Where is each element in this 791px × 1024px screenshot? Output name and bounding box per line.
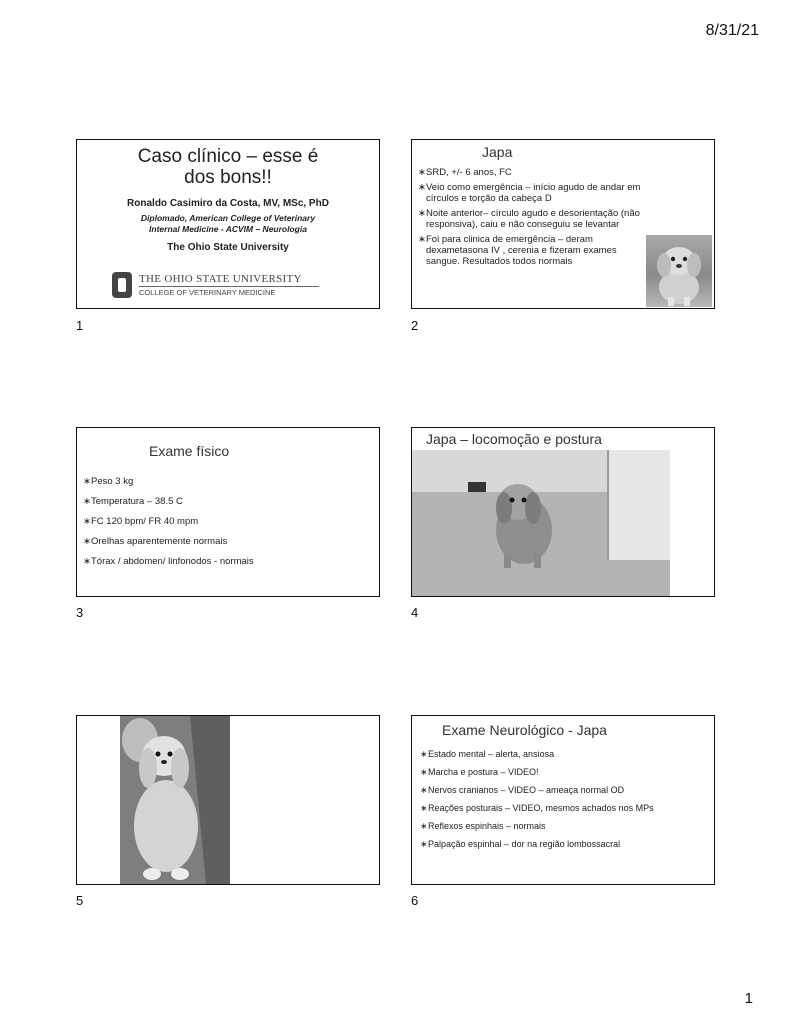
asterisk-bullet-icon: ∗ [420,821,428,831]
slide-6-title: Exame Neurológico - Japa [442,722,607,738]
asterisk-bullet-icon: ∗ [418,182,426,193]
slide-5-number: 5 [76,893,84,908]
ohio-state-logo [109,271,349,301]
slide-1-title-line2: dos bons!! [184,167,272,188]
logo-college-name: COLLEGE OF VETERINARY MEDICINE [139,288,276,297]
list-item: ∗ Nervos cranianos – VIDEO – ameaça normal OD [420,785,625,795]
list-item: ∗ Estado mental – alerta, ansiosa [420,749,555,759]
slide-1-credentials [77,213,379,235]
dog-held-illustration [120,716,230,884]
asterisk-bullet-icon: ∗ [420,803,428,813]
slide-6-number: 6 [411,893,419,908]
handout-date: 8/31/21 [705,22,759,39]
slide-2-title: Japa [482,144,513,160]
dog-held-photo [120,716,230,884]
block-o-icon [111,271,133,299]
slide-1-author: Ronaldo Casimiro da Costa, MV, MSc, PhD [127,198,329,209]
list-item: ∗ Noite anterior– círculo agudo e desorientação (não responsiva), caiu e não conseguiu se levantar [418,208,640,230]
slide-2-number: 2 [411,318,419,333]
asterisk-bullet-icon: ∗ [418,167,426,178]
asterisk-bullet-icon: ∗ [418,234,426,245]
list-item: ∗ Reações posturais – VIDEO, mesmos achados nos MPs [420,803,654,813]
asterisk-bullet-icon: ∗ [83,516,91,527]
slide-1-title [77,146,379,188]
list-item: ∗ Palpação espinhal – dor na região lombossacral [420,839,621,849]
list-item: ∗ Marcha e postura – VIDEO! [420,767,539,777]
asterisk-bullet-icon: ∗ [420,785,428,795]
list-item: ∗ Reflexos espinhais – normais [420,821,546,831]
logo-rule [139,286,319,287]
asterisk-bullet-icon: ∗ [83,536,91,547]
page-number: 1 [744,990,753,1007]
slide-3-number: 3 [76,605,84,620]
slide-2 [411,139,715,309]
list-item: ∗ Temperatura – 38.5 C [83,496,183,507]
slide-3 [76,427,380,597]
asterisk-bullet-icon: ∗ [420,749,428,759]
slide-5 [76,715,380,885]
slide-1-credential-line2: Internal Medicine - ACVIM – Neurologia [149,224,307,234]
list-item: ∗ Tórax / abdomen/ linfonodos - normais [83,556,254,567]
list-item: ∗ Orelhas aparentemente normais [83,536,228,547]
slide-4 [411,427,715,597]
asterisk-bullet-icon: ∗ [83,556,91,567]
list-item: ∗ Foi para clinica de emergência – deram dexametasona IV , cerenia e fizeram exames sangue. Resultados todos normais [418,234,617,267]
asterisk-bullet-icon: ∗ [83,476,91,487]
slide-1-title-line1: Caso clínico – esse é [137,146,319,167]
asterisk-bullet-icon: ∗ [420,767,428,777]
asterisk-bullet-icon: ∗ [418,208,426,219]
slide-6-bullet-list [420,749,682,857]
dog-photo [646,235,712,307]
dog-illustration [646,235,712,307]
list-item: ∗ Peso 3 kg [83,476,134,487]
slide-1-institution: The Ohio State University [167,242,289,253]
slide-1-credential-line1: Diplomado, American College of Veterinary [140,213,316,223]
list-item: ∗ FC 120 bpm/ FR 40 mpm [83,516,199,527]
slide-4-title: Japa – locomoção e postura [426,431,602,447]
slide-3-title: Exame físico [149,443,230,459]
slide-1-number: 1 [76,318,84,333]
list-item: ∗ SRD, +/- 6 anos, FC [418,167,512,178]
slide-1 [76,139,380,309]
slide-6 [411,715,715,885]
asterisk-bullet-icon: ∗ [83,496,91,507]
asterisk-bullet-icon: ∗ [420,839,428,849]
logo-university-name: THE OHIO STATE UNIVERSITY [139,273,302,285]
list-item: ∗ Veio como emergência – início agudo de andar em círculos e torção da cabeça D [418,182,641,204]
slide-4-number: 4 [411,605,419,620]
dog-posture-illustration [412,450,670,596]
slide-2-bullet-list [418,167,650,271]
dog-posture-photo [412,450,670,596]
slide-3-bullet-list [83,476,363,576]
